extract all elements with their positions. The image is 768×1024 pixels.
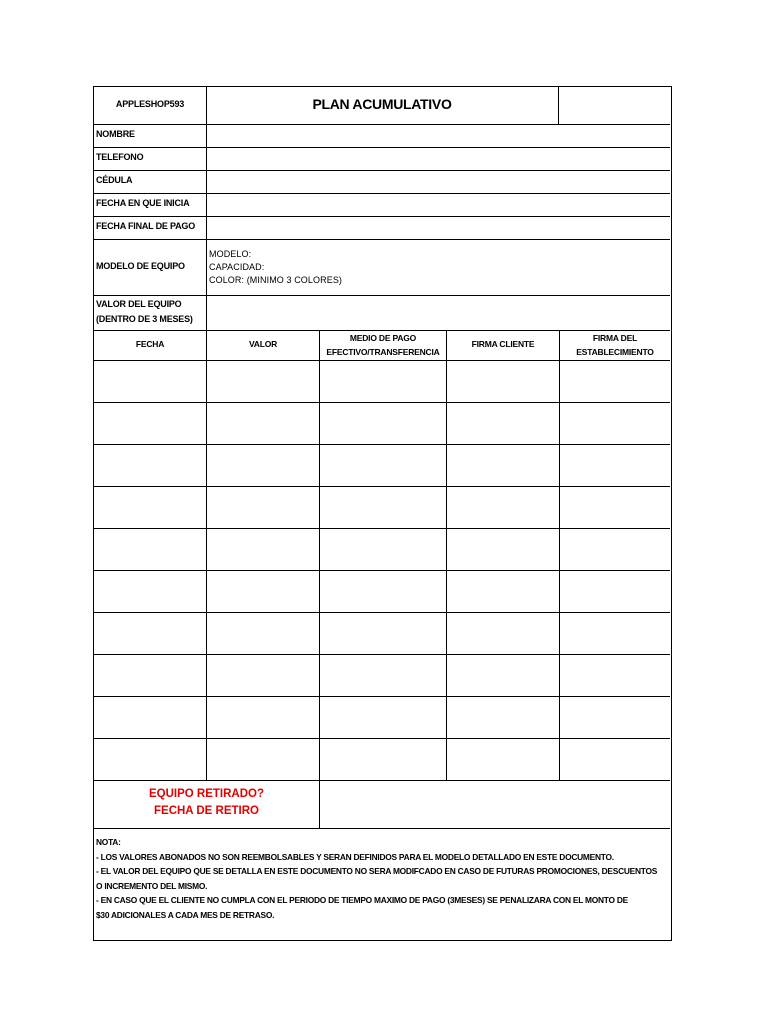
valor-equipo-sublabel: (DENTRO DE 3 MESES)	[96, 314, 193, 324]
firma-establecimiento-cell[interactable]	[560, 571, 670, 612]
field-label-modelo-equipo: MODELO DE EQUIPO	[96, 261, 185, 271]
payment-plan-form	[93, 86, 672, 941]
firma-cliente-cell[interactable]	[447, 613, 559, 654]
medio-pago-cell[interactable]	[320, 403, 446, 444]
column-divider	[446, 330, 447, 780]
col-header-fecha: FECHA	[135, 339, 165, 349]
field-label-telefono: TELEFONO	[96, 152, 144, 162]
nota-title: NOTA:	[96, 837, 121, 847]
medio-pago-cell[interactable]	[320, 487, 446, 528]
medio-pago-cell[interactable]	[320, 445, 446, 486]
capacidad-label: CAPACIDAD:	[209, 262, 265, 272]
firma-cliente-cell[interactable]	[447, 529, 559, 570]
column-divider	[559, 330, 560, 780]
firma-establecimiento-cell[interactable]	[560, 403, 670, 444]
fecha-cell[interactable]	[94, 403, 206, 444]
fecha-cell[interactable]	[94, 655, 206, 696]
row-divider	[94, 828, 670, 829]
firma-establecimiento-cell[interactable]	[560, 697, 670, 738]
fecha-cell[interactable]	[94, 571, 206, 612]
firma-establecimiento-cell[interactable]	[560, 739, 670, 780]
firma-establecimiento-cell[interactable]	[560, 613, 670, 654]
nota-line: $30 ADICIONALES A CADA MES DE RETRASO.	[96, 909, 275, 920]
medio-pago-cell[interactable]	[320, 655, 446, 696]
firma-establecimiento-cell[interactable]	[560, 487, 670, 528]
equipo-retirado-line1: EQUIPO RETIRADO?	[148, 788, 264, 800]
col-header-valor: VALOR	[248, 339, 278, 349]
nota-line: - LOS VALORES ABONADOS NO SON REEMBOLSABLES Y SERAN DEFINIDOS PARA EL MODELO DETALLADO EN ESTE DOCUMENTO.	[96, 851, 614, 862]
form-title: PLAN ACUMULATIVO	[312, 96, 452, 112]
valor-cell[interactable]	[207, 487, 319, 528]
firma-cliente-cell[interactable]	[447, 739, 559, 780]
fecha-cell[interactable]	[94, 697, 206, 738]
nota-section	[96, 835, 657, 923]
fecha-cell[interactable]	[94, 361, 206, 402]
firma-cliente-cell[interactable]	[447, 361, 559, 402]
fecha-inicio-field[interactable]	[207, 194, 670, 216]
retiro-field[interactable]	[320, 781, 670, 828]
nota-line: - EN CASO QUE EL CLIENTE NO CUMPLA CON EL PERIODO DE TIEMPO MAXIMO DE PAGO (3MESES) SE PENALIZARA CON EL MONTO DE	[96, 895, 628, 906]
valor-cell[interactable]	[207, 445, 319, 486]
valor-cell[interactable]	[207, 403, 319, 444]
medio-pago-cell[interactable]	[320, 529, 446, 570]
telefono-field[interactable]	[207, 148, 670, 170]
field-label-nombre: NOMBRE	[96, 129, 135, 139]
fecha-cell[interactable]	[94, 487, 206, 528]
modelo-label: MODELO:	[209, 249, 252, 259]
firma-establecimiento-cell[interactable]	[560, 529, 670, 570]
fecha-cell[interactable]	[94, 739, 206, 780]
valor-cell[interactable]	[207, 655, 319, 696]
header-blank-cell[interactable]	[559, 87, 670, 124]
valor-equipo-field[interactable]	[207, 296, 670, 330]
firma-establecimiento-cell[interactable]	[560, 445, 670, 486]
col-header-firma-establecimiento	[560, 331, 670, 359]
nota-line: O INCREMENTO DEL MISMO.	[96, 880, 208, 891]
firma-cliente-cell[interactable]	[447, 655, 559, 696]
firma-cliente-cell[interactable]	[447, 697, 559, 738]
valor-cell[interactable]	[207, 529, 319, 570]
valor-cell[interactable]	[207, 613, 319, 654]
col-header-medio-pago	[320, 331, 446, 359]
row-divider	[94, 239, 670, 240]
color-label: COLOR: (MINIMO 3 COLORES)	[209, 275, 343, 285]
valor-cell[interactable]	[207, 571, 319, 612]
col-header-medio-pago-line2: EFECTIVO/TRANSFERENCIA	[326, 347, 440, 357]
shop-code: APPLESHOP593	[115, 99, 185, 109]
firma-cliente-cell[interactable]	[447, 445, 559, 486]
equipo-retirado-label	[94, 786, 319, 820]
medio-pago-cell[interactable]	[320, 361, 446, 402]
cedula-field[interactable]	[207, 171, 670, 193]
nota-line: - EL VALOR DEL EQUIPO QUE SE DETALLA EN ESTE DOCUMENTO NO SERA MODIFCADO EN CASO DE FUTURAS PROMOCIONES, DESCUENTOS	[96, 866, 658, 877]
medio-pago-cell[interactable]	[320, 613, 446, 654]
valor-cell[interactable]	[207, 361, 319, 402]
col-header-firma-cliente: FIRMA CLIENTE	[471, 339, 535, 349]
firma-cliente-cell[interactable]	[447, 571, 559, 612]
field-label-fecha-final: FECHA FINAL DE PAGO	[96, 221, 196, 231]
col-header-medio-pago-line1: MEDIO DE PAGO	[349, 333, 417, 343]
firma-cliente-cell[interactable]	[447, 403, 559, 444]
field-label-cedula: CÉDULA	[96, 175, 133, 185]
column-divider	[319, 330, 320, 828]
col-header-firma-est-line1: FIRMA DEL	[592, 333, 638, 343]
firma-establecimiento-cell[interactable]	[560, 361, 670, 402]
field-label-fecha-inicio: FECHA EN QUE INICIA	[96, 198, 190, 208]
fecha-final-field[interactable]	[207, 217, 670, 239]
firma-cliente-cell[interactable]	[447, 487, 559, 528]
valor-cell[interactable]	[207, 739, 319, 780]
nombre-field[interactable]	[207, 125, 670, 147]
col-header-firma-est-line2: ESTABLECIMIENTO	[576, 347, 654, 357]
fecha-cell[interactable]	[94, 529, 206, 570]
medio-pago-cell[interactable]	[320, 697, 446, 738]
valor-equipo-label: VALOR DEL EQUIPO	[96, 299, 182, 309]
medio-pago-cell[interactable]	[320, 571, 446, 612]
valor-cell[interactable]	[207, 697, 319, 738]
equipo-retirado-line2: FECHA DE RETIRO	[154, 805, 259, 817]
fecha-cell[interactable]	[94, 613, 206, 654]
medio-pago-cell[interactable]	[320, 739, 446, 780]
firma-establecimiento-cell[interactable]	[560, 655, 670, 696]
fecha-cell[interactable]	[94, 445, 206, 486]
